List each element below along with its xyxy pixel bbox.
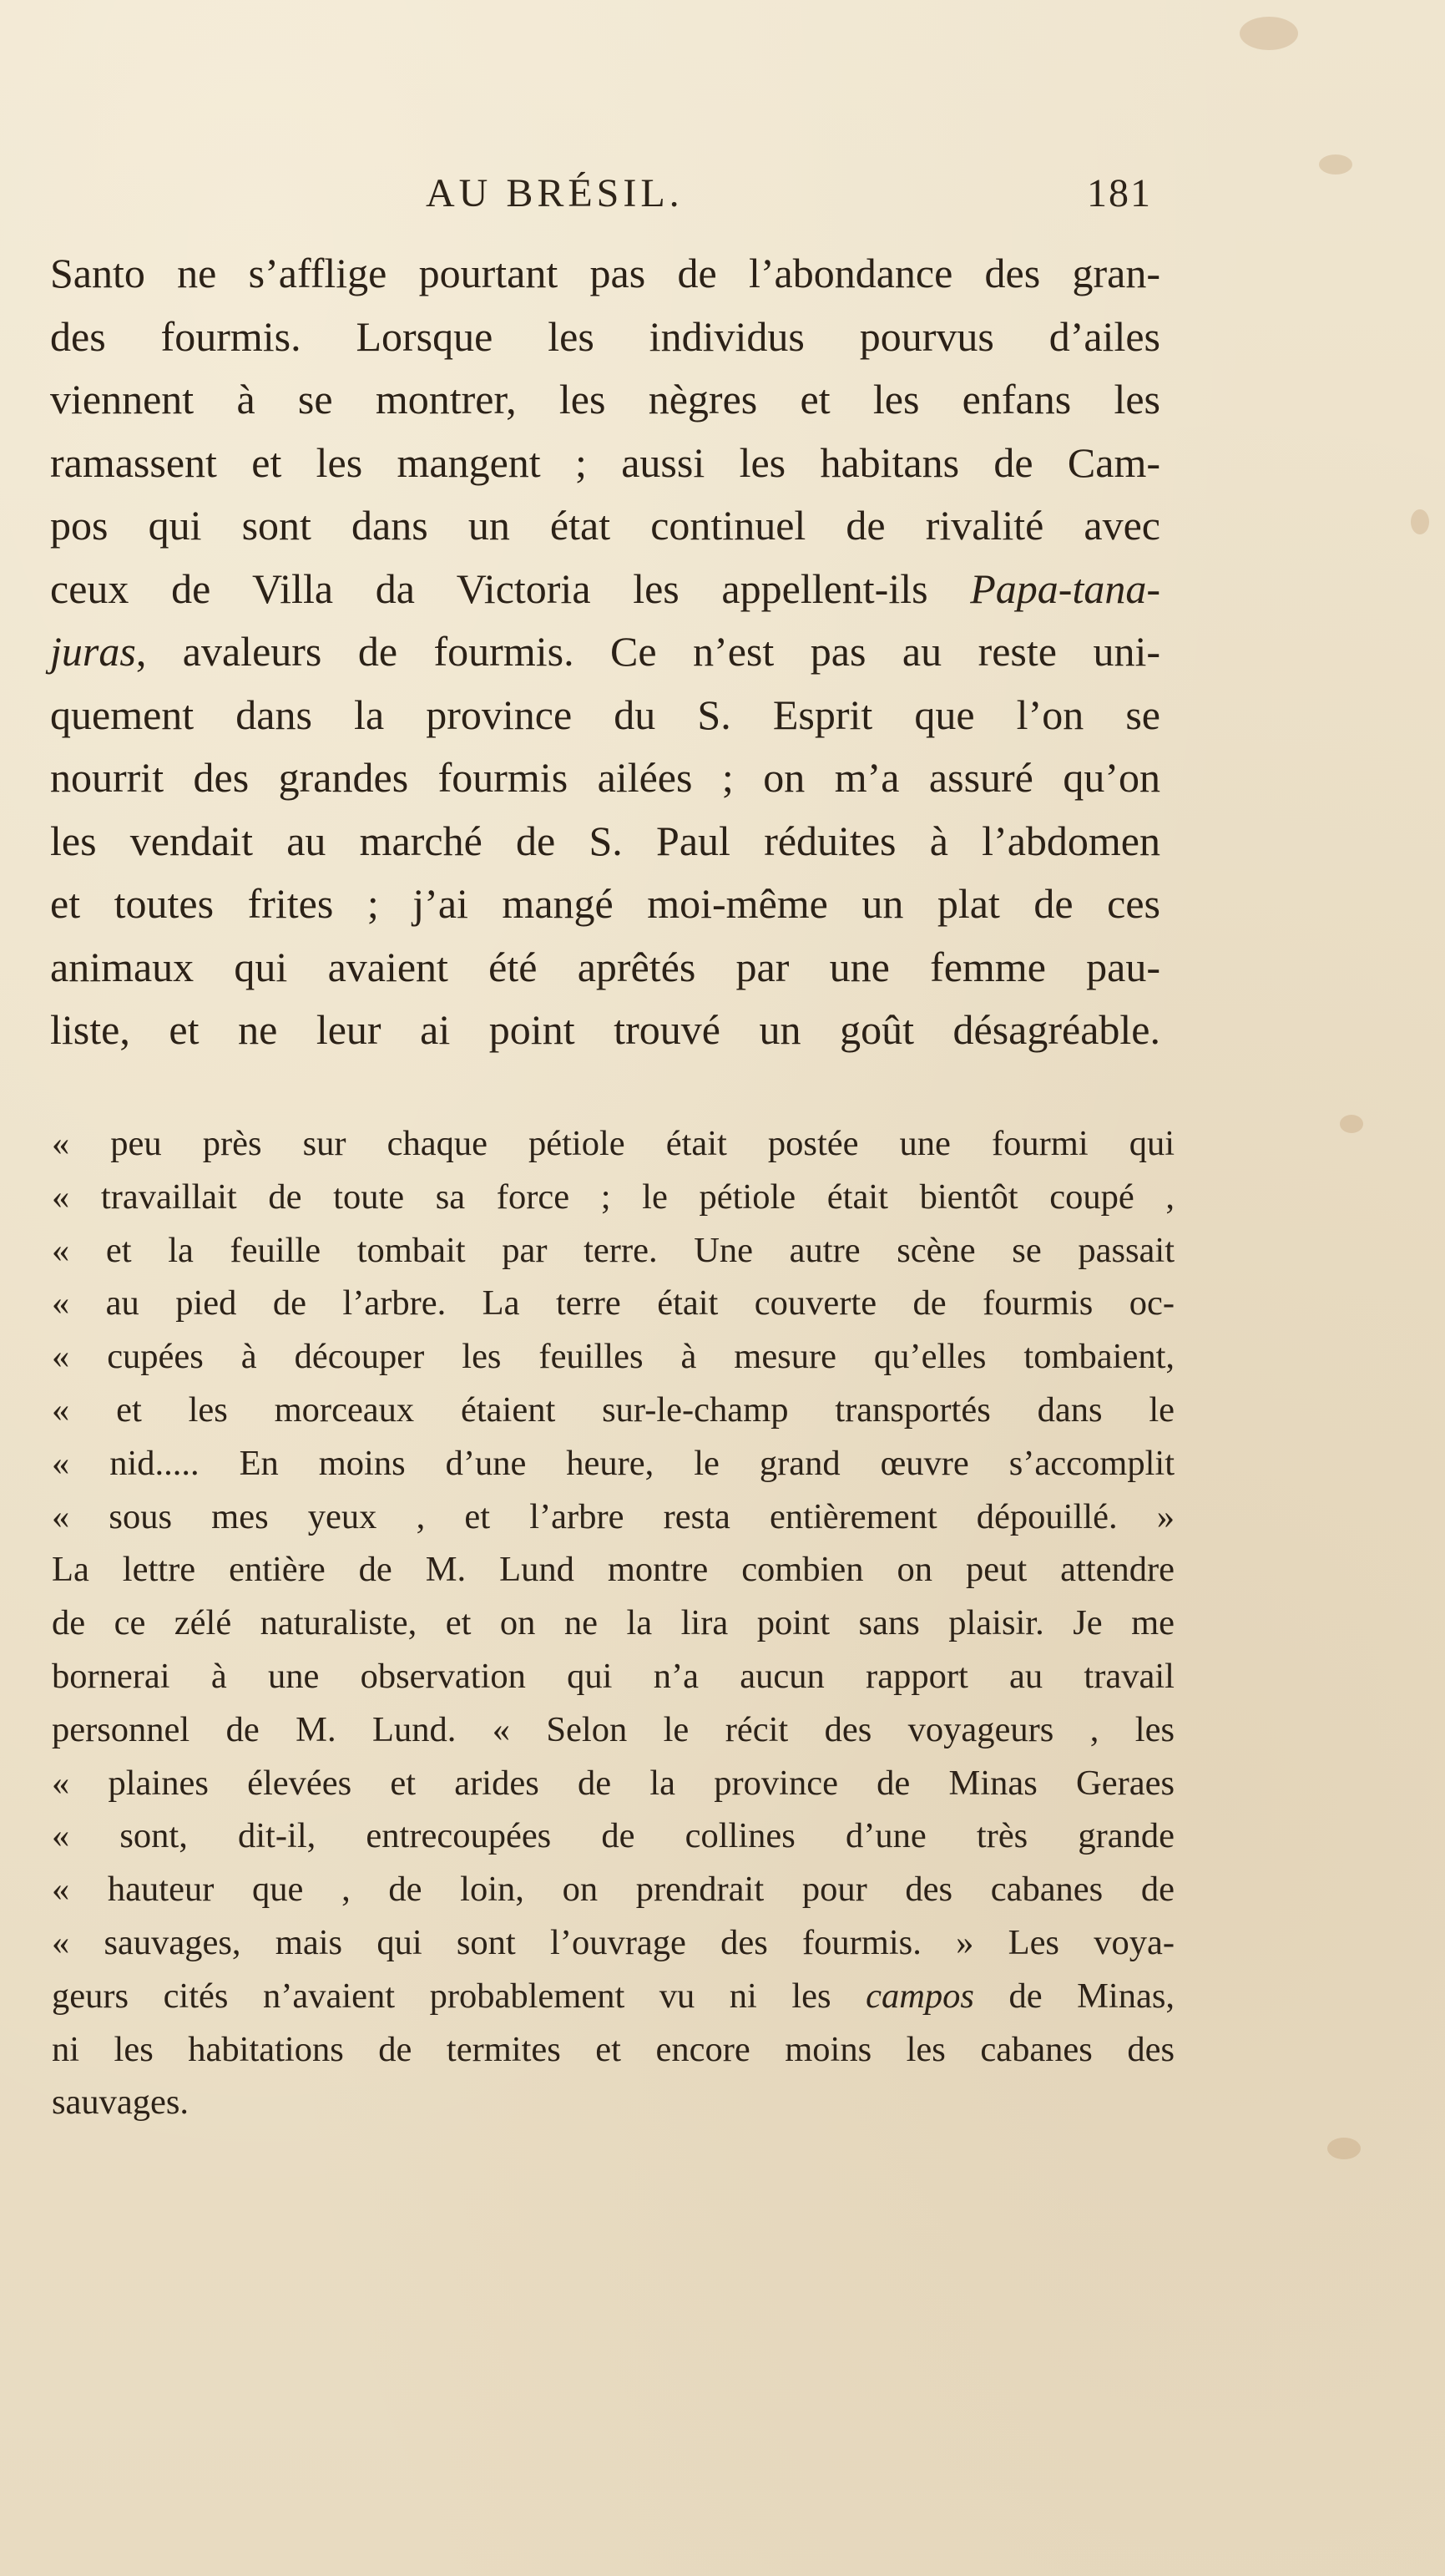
page-number: 181 [1087, 171, 1152, 215]
text-line: pos qui sont dans un état continuel de rivalité avec [50, 502, 1160, 549]
text-line [50, 558, 1160, 621]
footnote-line: « sauvages, mais qui sont l’ouvrage des fourmis. » Les voya- [52, 1922, 1175, 1962]
text-line: ramassent et les mangent ; aussi les habitans de Cam- [50, 438, 1160, 486]
page-header [50, 170, 1152, 229]
footnote-line: « sous mes yeux , et l’arbre resta entièrement dépouillé. » [52, 1496, 1175, 1536]
footnote-line [52, 1970, 1175, 2023]
italic-term: campos [866, 1976, 974, 2016]
text-line: Santo ne s’afflige pourtant pas de l’abondance des gran- [50, 250, 1160, 296]
text-line: quement dans la province du S. Esprit que l’on se [50, 691, 1160, 738]
italic-term: Papa-tana- [970, 564, 1160, 612]
footnote-line: « travaillait de toute sa force ; le pétiole était bientôt coupé , [52, 1177, 1175, 1217]
foxing-spot [1411, 509, 1429, 534]
footnote-line: « et les morceaux étaient sur-le-champ transportés dans le [52, 1389, 1175, 1430]
text-segment: geurs cités n’avaient probablement vu ni les [52, 1976, 866, 2016]
footnote-line: « au pied de l’arbre. La terre était couverte de fourmis oc- [52, 1283, 1175, 1323]
text-line [50, 620, 1160, 684]
footnote-line: personnel de M. Lund. « Selon le récit des voyageurs , les [52, 1709, 1175, 1749]
foxing-spot [1319, 154, 1352, 175]
text-line: nourrit des grandes fourmis ailées ; on m’a assuré qu’on [50, 754, 1160, 801]
footnote-line: « nid..... En moins d’une heure, le grand œuvre s’accomplit [52, 1443, 1175, 1483]
text-segment: , avaleurs de fourmis. Ce n’est pas au reste uni- [135, 628, 1160, 675]
text-segment: ceux de Villa da Victoria les appellent-ils [50, 564, 971, 612]
text-line: des fourmis. Lorsque les individus pourvus d’ailes [50, 312, 1160, 360]
text-line: les vendait au marché de S. Paul réduites à l’abdomen [50, 817, 1160, 864]
running-head: AU BRÉSIL. [426, 171, 684, 215]
footnote-line: « cupées à découper les feuilles à mesure qu’elles tombaient, [52, 1337, 1175, 1377]
footnote-line: « et la feuille tombait par terre. Une autre scène se passait [52, 1230, 1175, 1270]
footnote-line: de ce zélé naturaliste, et on ne la lira point sans plaisir. Je me [52, 1603, 1175, 1643]
footnote-line: ni les habitations de termites et encore moins les cabanes des [52, 2029, 1175, 2069]
foxing-spot [1240, 17, 1298, 50]
footnote-line: « sont, dit-il, entrecoupées de collines d’une très grande [52, 1816, 1175, 1856]
footnote-line: bornerai à une observation qui n’a aucun rapport au travail [52, 1656, 1175, 1696]
text-line: viennent à se montrer, les nègres et les enfans les [50, 376, 1160, 423]
text-line: animaux qui avaient été aprêtés par une femme pau- [50, 943, 1160, 990]
text-segment: de Minas, [973, 1976, 1175, 2016]
footnote-line: sauvages. [52, 2083, 189, 2123]
text-line: et toutes frites ; j’ai mangé moi-même un plat de ces [50, 880, 1160, 927]
foxing-spot [1340, 1115, 1363, 1133]
foxing-spot [1327, 2138, 1361, 2159]
text-line: liste, et ne leur ai point trouvé un goût désagréable. [50, 1006, 1160, 1053]
footnote-line: « plaines élevées et arides de la province de Minas Geraes [52, 1763, 1175, 1803]
footnote-line: « peu près sur chaque pétiole était postée une fourmi qui [52, 1124, 1175, 1163]
italic-term: juras [50, 628, 136, 675]
footnote-block [52, 1117, 1175, 2129]
main-text [50, 242, 1160, 1062]
footnote-line: La lettre entière de M. Lund montre combien on peut attendre [52, 1550, 1175, 1590]
footnote-line: « hauteur que , de loin, on prendrait pour des cabanes de [52, 1870, 1175, 1910]
